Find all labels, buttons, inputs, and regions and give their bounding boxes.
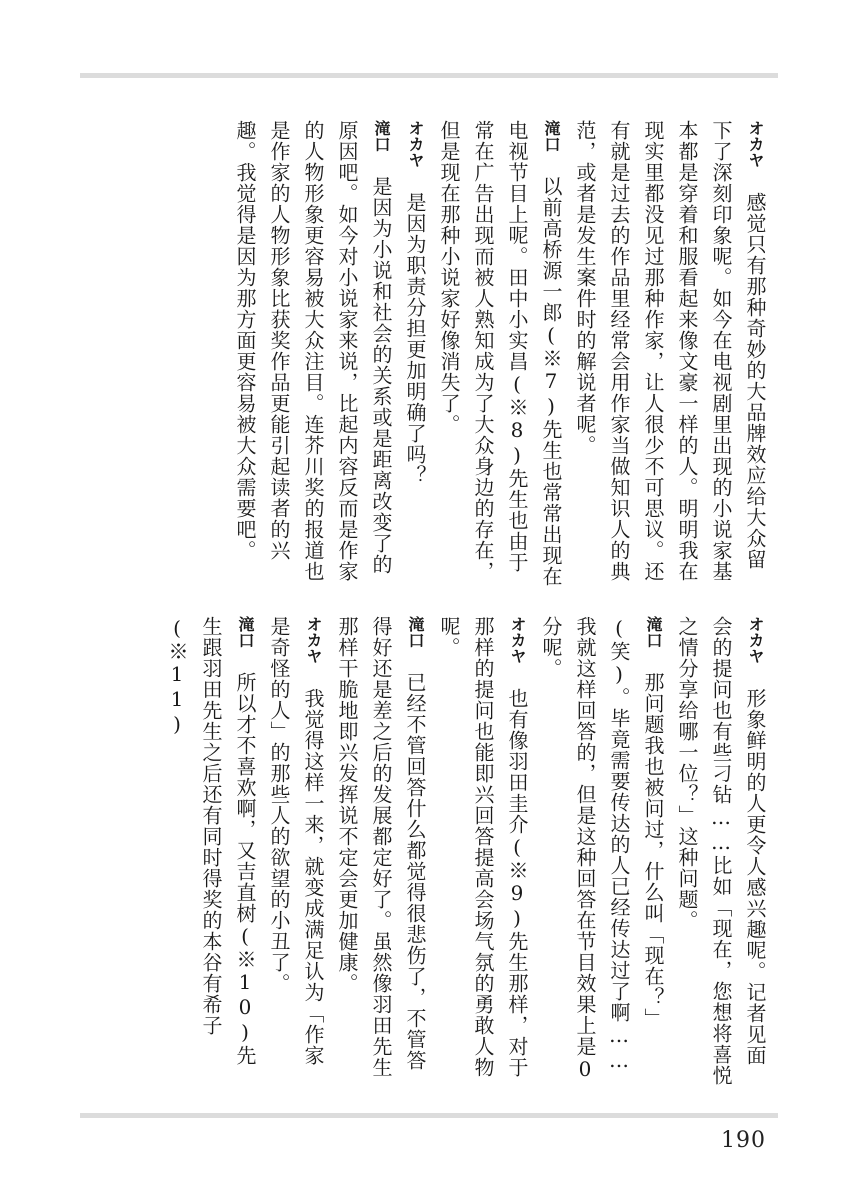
dialogue-line: [262, 616, 330, 1086]
speaker-name: オカヤ: [508, 616, 527, 664]
dialogue-text: 是因为小说和社会的关系或是距离改变了的原因吧。如今对小说家来说，比起内容反而是作家的人物形象更容易被大众注目。连芥川奖的报道也是作家的人物形象比获奖作品更能引起读者的兴趣。我觉得是因为那方面更容易被大众需要吧。: [233, 120, 393, 582]
speaker-name: 滝口: [542, 120, 561, 152]
dialogue-line: [432, 120, 568, 590]
speaker-name: オカヤ: [304, 616, 323, 664]
dialogue-text: 那问题我也被问过，什么叫「现在？」(笑)。毕竟需要传达的人已经传达过了啊……我就这样回答的，但是这种回答在节目效果上是0分呢。: [539, 616, 665, 1082]
dialogue-text: 也有像羽田圭介(※9)先生那样，对于那样的提问也能即兴回答提高会场气氛的勇敢人物呢。: [437, 616, 529, 1078]
dialogue-line: [228, 120, 398, 590]
dialogue-text: 形象鲜明的人更令人感兴趣呢。记者见面会的提问也有些刁钻……比如「现在，您想将喜悦之情分享给哪一位？」这种问题。: [675, 616, 767, 1086]
speaker-name: オカヤ: [746, 616, 765, 664]
dialogue-line: [330, 616, 432, 1086]
dialogue-text: 已经不管回答什么都觉得很悲伤了，不管答得好还是差之后的发展都定好了。虽然像羽田先生那样干脆地即兴发挥说不定会更加健康。: [335, 616, 427, 1078]
dialogue-text: 是因为职责分担更加明确了吗？: [403, 192, 427, 486]
top-divider: [80, 73, 778, 78]
dialogue-line: [432, 616, 534, 1086]
speaker-name: 滝口: [644, 616, 663, 648]
dialogue-text: 所以才不喜欢啊，又吉直树(※10)先生跟羽田先生之后还有同时得奖的本谷有希子(※11): [165, 616, 257, 1066]
speaker-name: 滝口: [236, 616, 255, 648]
dialogue-block-upper: [72, 120, 772, 590]
page-number: 190: [721, 1128, 766, 1153]
speaker-name: オカヤ: [746, 120, 765, 168]
dialogue-text: 感觉只有那种奇妙的大品牌效应给大众留下了深刻印象呢。如今在电视剧里出现的小说家基本都是穿着和服看起来像文豪一样的人。明明我在现实里都没见过那种作家，让人很少不可思议。还有就是过去的作品里经常会用作家当做知识人的典范，或者是发生案件时的解说者呢。: [573, 120, 767, 582]
speaker-name: オカヤ: [406, 120, 425, 168]
dialogue-line: [534, 616, 670, 1086]
dialogue-text: 以前高桥源一郎(※7)先生也常常出现在电视节目上呢。田中小实昌(※8)先生也由于常在广告出现而被人熟知成为了大众身边的存在，但是现在那种小说家好像消失了。: [437, 120, 563, 587]
bottom-divider: [80, 1113, 778, 1118]
speaker-name: 滝口: [406, 616, 425, 648]
dialogue-line: [568, 120, 772, 590]
dialogue-line: [670, 616, 772, 1086]
dialogue-line: [398, 120, 432, 590]
dialogue-block-lower: [72, 616, 772, 1086]
dialogue-line: [160, 616, 262, 1086]
speaker-name: 滝口: [372, 120, 391, 152]
dialogue-text: 我觉得这样一来，就变成满足认为「作家是奇怪的人」的那些人的欲望的小丑了。: [267, 616, 325, 1066]
